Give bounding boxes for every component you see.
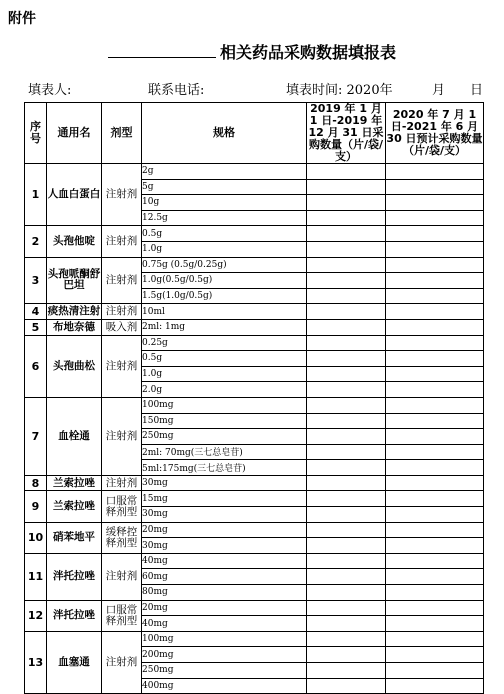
spec-cell: 100mg [142, 397, 307, 413]
dosage-form: 注射剂 [102, 397, 142, 475]
spec-cell: 150mg [142, 413, 307, 429]
quantity-2020-cell[interactable] [386, 366, 484, 382]
header-form: 剂型 [102, 103, 142, 164]
dosage-form: 吸入剂 [102, 319, 142, 335]
quantity-2020-cell[interactable] [386, 241, 484, 257]
header-seq: 序号 [25, 103, 47, 164]
seq-number: 11 [25, 553, 47, 600]
drug-name: 痰热清注射 [47, 304, 102, 320]
quantity-2019-cell[interactable] [307, 335, 386, 351]
table-row [25, 475, 484, 491]
quantity-2020-cell[interactable] [386, 429, 484, 445]
spec-cell: 200mg [142, 647, 307, 663]
quantity-2019-cell[interactable] [307, 351, 386, 367]
quantity-2020-cell[interactable] [386, 569, 484, 585]
drug-name: 头孢他啶 [47, 226, 102, 257]
seq-number: 13 [25, 631, 47, 693]
quantity-2019-cell[interactable] [307, 678, 386, 694]
day-label: 日 [470, 83, 484, 98]
quantity-2019-cell[interactable] [307, 616, 386, 632]
quantity-2019-cell[interactable] [307, 585, 386, 601]
phone-label: 联系电话: [148, 83, 205, 98]
quantity-2020-cell[interactable] [386, 475, 484, 491]
drug-name: 血塞通 [47, 631, 102, 693]
spec-cell: 400mg [142, 678, 307, 694]
quantity-2019-cell[interactable] [307, 413, 386, 429]
quantity-2019-cell[interactable] [307, 475, 386, 491]
spec-cell: 1.5g(1.0g/0.5g) [142, 288, 307, 304]
quantity-2020-cell[interactable] [386, 273, 484, 289]
month-label: 月 [432, 83, 446, 98]
quantity-2019-cell[interactable] [307, 429, 386, 445]
spec-cell: 0.75g (0.5g/0.25g) [142, 257, 307, 273]
quantity-2019-cell[interactable] [307, 382, 386, 398]
filler-label: 填表人: [28, 83, 72, 98]
quantity-2020-cell[interactable] [386, 210, 484, 226]
spec-cell: 20mg [142, 600, 307, 616]
spec-cell: 2ml: 70mg(三七总皂苷) [142, 444, 307, 460]
procurement-table [24, 102, 484, 694]
seq-number: 5 [25, 319, 47, 335]
quantity-2019-cell[interactable] [307, 569, 386, 585]
quantity-2019-cell[interactable] [307, 444, 386, 460]
table-row [25, 491, 484, 507]
dosage-form: 注射剂 [102, 164, 142, 226]
quantity-2020-cell[interactable] [386, 631, 484, 647]
seq-number: 10 [25, 522, 47, 553]
quantity-2020-cell[interactable] [386, 304, 484, 320]
quantity-2020-cell[interactable] [386, 678, 484, 694]
quantity-2020-cell[interactable] [386, 553, 484, 569]
quantity-2020-cell[interactable] [386, 351, 484, 367]
table-row [25, 553, 484, 569]
quantity-2020-cell[interactable] [386, 413, 484, 429]
quantity-2019-cell[interactable] [307, 366, 386, 382]
header-2019-quantity: 2019 年 1 月 1 日-2019 年 12 月 31 日采购数量（片/袋/支） [308, 102, 384, 163]
header-name: 通用名 [47, 103, 102, 164]
drug-name: 泮托拉唑 [47, 553, 102, 600]
quantity-2020-cell[interactable] [386, 522, 484, 538]
spec-cell: 0.25g [142, 335, 307, 351]
seq-number: 1 [25, 164, 47, 226]
quantity-2020-cell[interactable] [386, 663, 484, 679]
spec-cell: 250mg [142, 663, 307, 679]
table-row [25, 257, 484, 273]
table-row [25, 631, 484, 647]
table-row [25, 522, 484, 538]
table-row [25, 226, 484, 242]
seq-number: 2 [25, 226, 47, 257]
quantity-2020-cell[interactable] [386, 226, 484, 242]
quantity-2020-cell[interactable] [386, 164, 484, 180]
drug-name: 泮托拉唑 [47, 600, 102, 631]
spec-cell: 10ml [142, 304, 307, 320]
quantity-2019-cell[interactable] [307, 600, 386, 616]
quantity-2020-cell[interactable] [386, 319, 484, 335]
quantity-2019-cell[interactable] [307, 179, 386, 195]
title-blank-line[interactable] [108, 43, 216, 58]
seq-number: 12 [25, 600, 47, 631]
dosage-form: 注射剂 [102, 475, 142, 491]
spec-cell: 1.0g [142, 241, 307, 257]
seq-number: 3 [25, 257, 47, 304]
table-body [25, 164, 484, 694]
quantity-2019-cell[interactable] [307, 195, 386, 211]
quantity-2019-cell[interactable] [307, 257, 386, 273]
spec-cell: 30mg [142, 475, 307, 491]
seq-number: 8 [25, 475, 47, 491]
spec-cell: 5ml:175mg(三七总皂苷) [142, 460, 307, 476]
quantity-2019-cell[interactable] [307, 226, 386, 242]
page-title: 相关药品采购数据填报表 [219, 43, 396, 62]
quantity-2019-cell[interactable] [307, 647, 386, 663]
quantity-2019-cell[interactable] [307, 241, 386, 257]
drug-name: 头孢曲松 [47, 335, 102, 397]
quantity-2020-cell[interactable] [386, 507, 484, 523]
quantity-2020-cell[interactable] [386, 585, 484, 601]
quantity-2020-cell[interactable] [386, 382, 484, 398]
spec-cell: 12.5g [142, 210, 307, 226]
drug-name: 兰索拉唑 [47, 475, 102, 491]
quantity-2020-cell[interactable] [386, 491, 484, 507]
table-row [25, 304, 484, 320]
header-spec: 规格 [142, 103, 307, 164]
spec-cell: 0.5g [142, 351, 307, 367]
seq-number: 9 [25, 491, 47, 522]
quantity-2020-cell[interactable] [386, 288, 484, 304]
quantity-2020-cell[interactable] [386, 460, 484, 476]
dosage-form: 口服常释剂型 [102, 600, 142, 631]
quantity-2020-cell[interactable] [386, 616, 484, 632]
quantity-2020-cell[interactable] [386, 538, 484, 554]
table-row [25, 397, 484, 413]
dosage-form: 注射剂 [102, 553, 142, 600]
seq-number: 7 [25, 397, 47, 475]
spec-cell: 1.0g(0.5g/0.5g) [142, 273, 307, 289]
quantity-2019-cell[interactable] [307, 460, 386, 476]
table-row [25, 600, 484, 616]
spec-cell: 1.0g [142, 366, 307, 382]
spec-cell: 30mg [142, 538, 307, 554]
quantity-2019-cell[interactable] [307, 522, 386, 538]
spec-cell: 100mg [142, 631, 307, 647]
drug-name: 硝苯地平 [47, 522, 102, 553]
quantity-2020-cell[interactable] [386, 444, 484, 460]
drug-name: 人血白蛋白 [47, 164, 102, 226]
dosage-form: 注射剂 [102, 257, 142, 304]
quantity-2019-cell[interactable] [307, 288, 386, 304]
quantity-2019-cell[interactable] [307, 164, 386, 180]
quantity-2019-cell[interactable] [307, 304, 386, 320]
spec-cell: 0.5g [142, 226, 307, 242]
quantity-2019-cell[interactable] [307, 319, 386, 335]
quantity-2019-cell[interactable] [307, 397, 386, 413]
quantity-2019-cell[interactable] [307, 553, 386, 569]
dosage-form: 注射剂 [102, 631, 142, 693]
dosage-form: 注射剂 [102, 226, 142, 257]
quantity-2020-cell[interactable] [386, 179, 484, 195]
spec-cell: 5g [142, 179, 307, 195]
table-row [25, 335, 484, 351]
form-title-row [0, 40, 504, 63]
attachment-label: 附件 [8, 11, 36, 27]
quantity-2019-cell[interactable] [307, 538, 386, 554]
seq-number: 4 [25, 304, 47, 320]
table-row [25, 164, 484, 180]
spec-cell: 40mg [142, 616, 307, 632]
table-row [25, 319, 484, 335]
spec-cell: 80mg [142, 585, 307, 601]
quantity-2019-cell[interactable] [307, 273, 386, 289]
quantity-2019-cell[interactable] [307, 210, 386, 226]
dosage-form: 注射剂 [102, 304, 142, 320]
fill-time-label: 填表时间: 2020年 [286, 83, 393, 98]
quantity-2020-cell[interactable] [386, 397, 484, 413]
drug-name: 头孢哌酮舒巴坦 [47, 257, 102, 304]
spec-cell: 2g [142, 164, 307, 180]
dosage-form: 口服常释剂型 [102, 491, 142, 522]
drug-name: 兰索拉唑 [47, 491, 102, 522]
spec-cell: 2ml: 1mg [142, 319, 307, 335]
spec-cell: 250mg [142, 429, 307, 445]
quantity-2020-cell[interactable] [386, 335, 484, 351]
spec-cell: 20mg [142, 522, 307, 538]
seq-number: 6 [25, 335, 47, 397]
quantity-2019-cell[interactable] [307, 491, 386, 507]
quantity-2020-cell[interactable] [386, 600, 484, 616]
spec-cell: 2.0g [142, 382, 307, 398]
table-header-row [25, 103, 484, 164]
dosage-form: 注射剂 [102, 335, 142, 397]
quantity-2020-cell[interactable] [386, 257, 484, 273]
quantity-2020-cell[interactable] [386, 647, 484, 663]
dosage-form: 缓释控释剂型 [102, 522, 142, 553]
spec-cell: 40mg [142, 553, 307, 569]
spec-cell: 10g [142, 195, 307, 211]
drug-name: 血栓通 [47, 397, 102, 475]
quantity-2019-cell[interactable] [307, 631, 386, 647]
header-2020-quantity: 2020 年 7 月 1 日-2021 年 6 月 30 日预计采购数量（片/袋/支） [386, 103, 484, 164]
spec-cell: 60mg [142, 569, 307, 585]
spec-cell: 30mg [142, 507, 307, 523]
spec-cell: 15mg [142, 491, 307, 507]
quantity-2019-cell[interactable] [307, 663, 386, 679]
quantity-2019-cell[interactable] [307, 507, 386, 523]
drug-name: 布地奈德 [47, 319, 102, 335]
quantity-2020-cell[interactable] [386, 195, 484, 211]
